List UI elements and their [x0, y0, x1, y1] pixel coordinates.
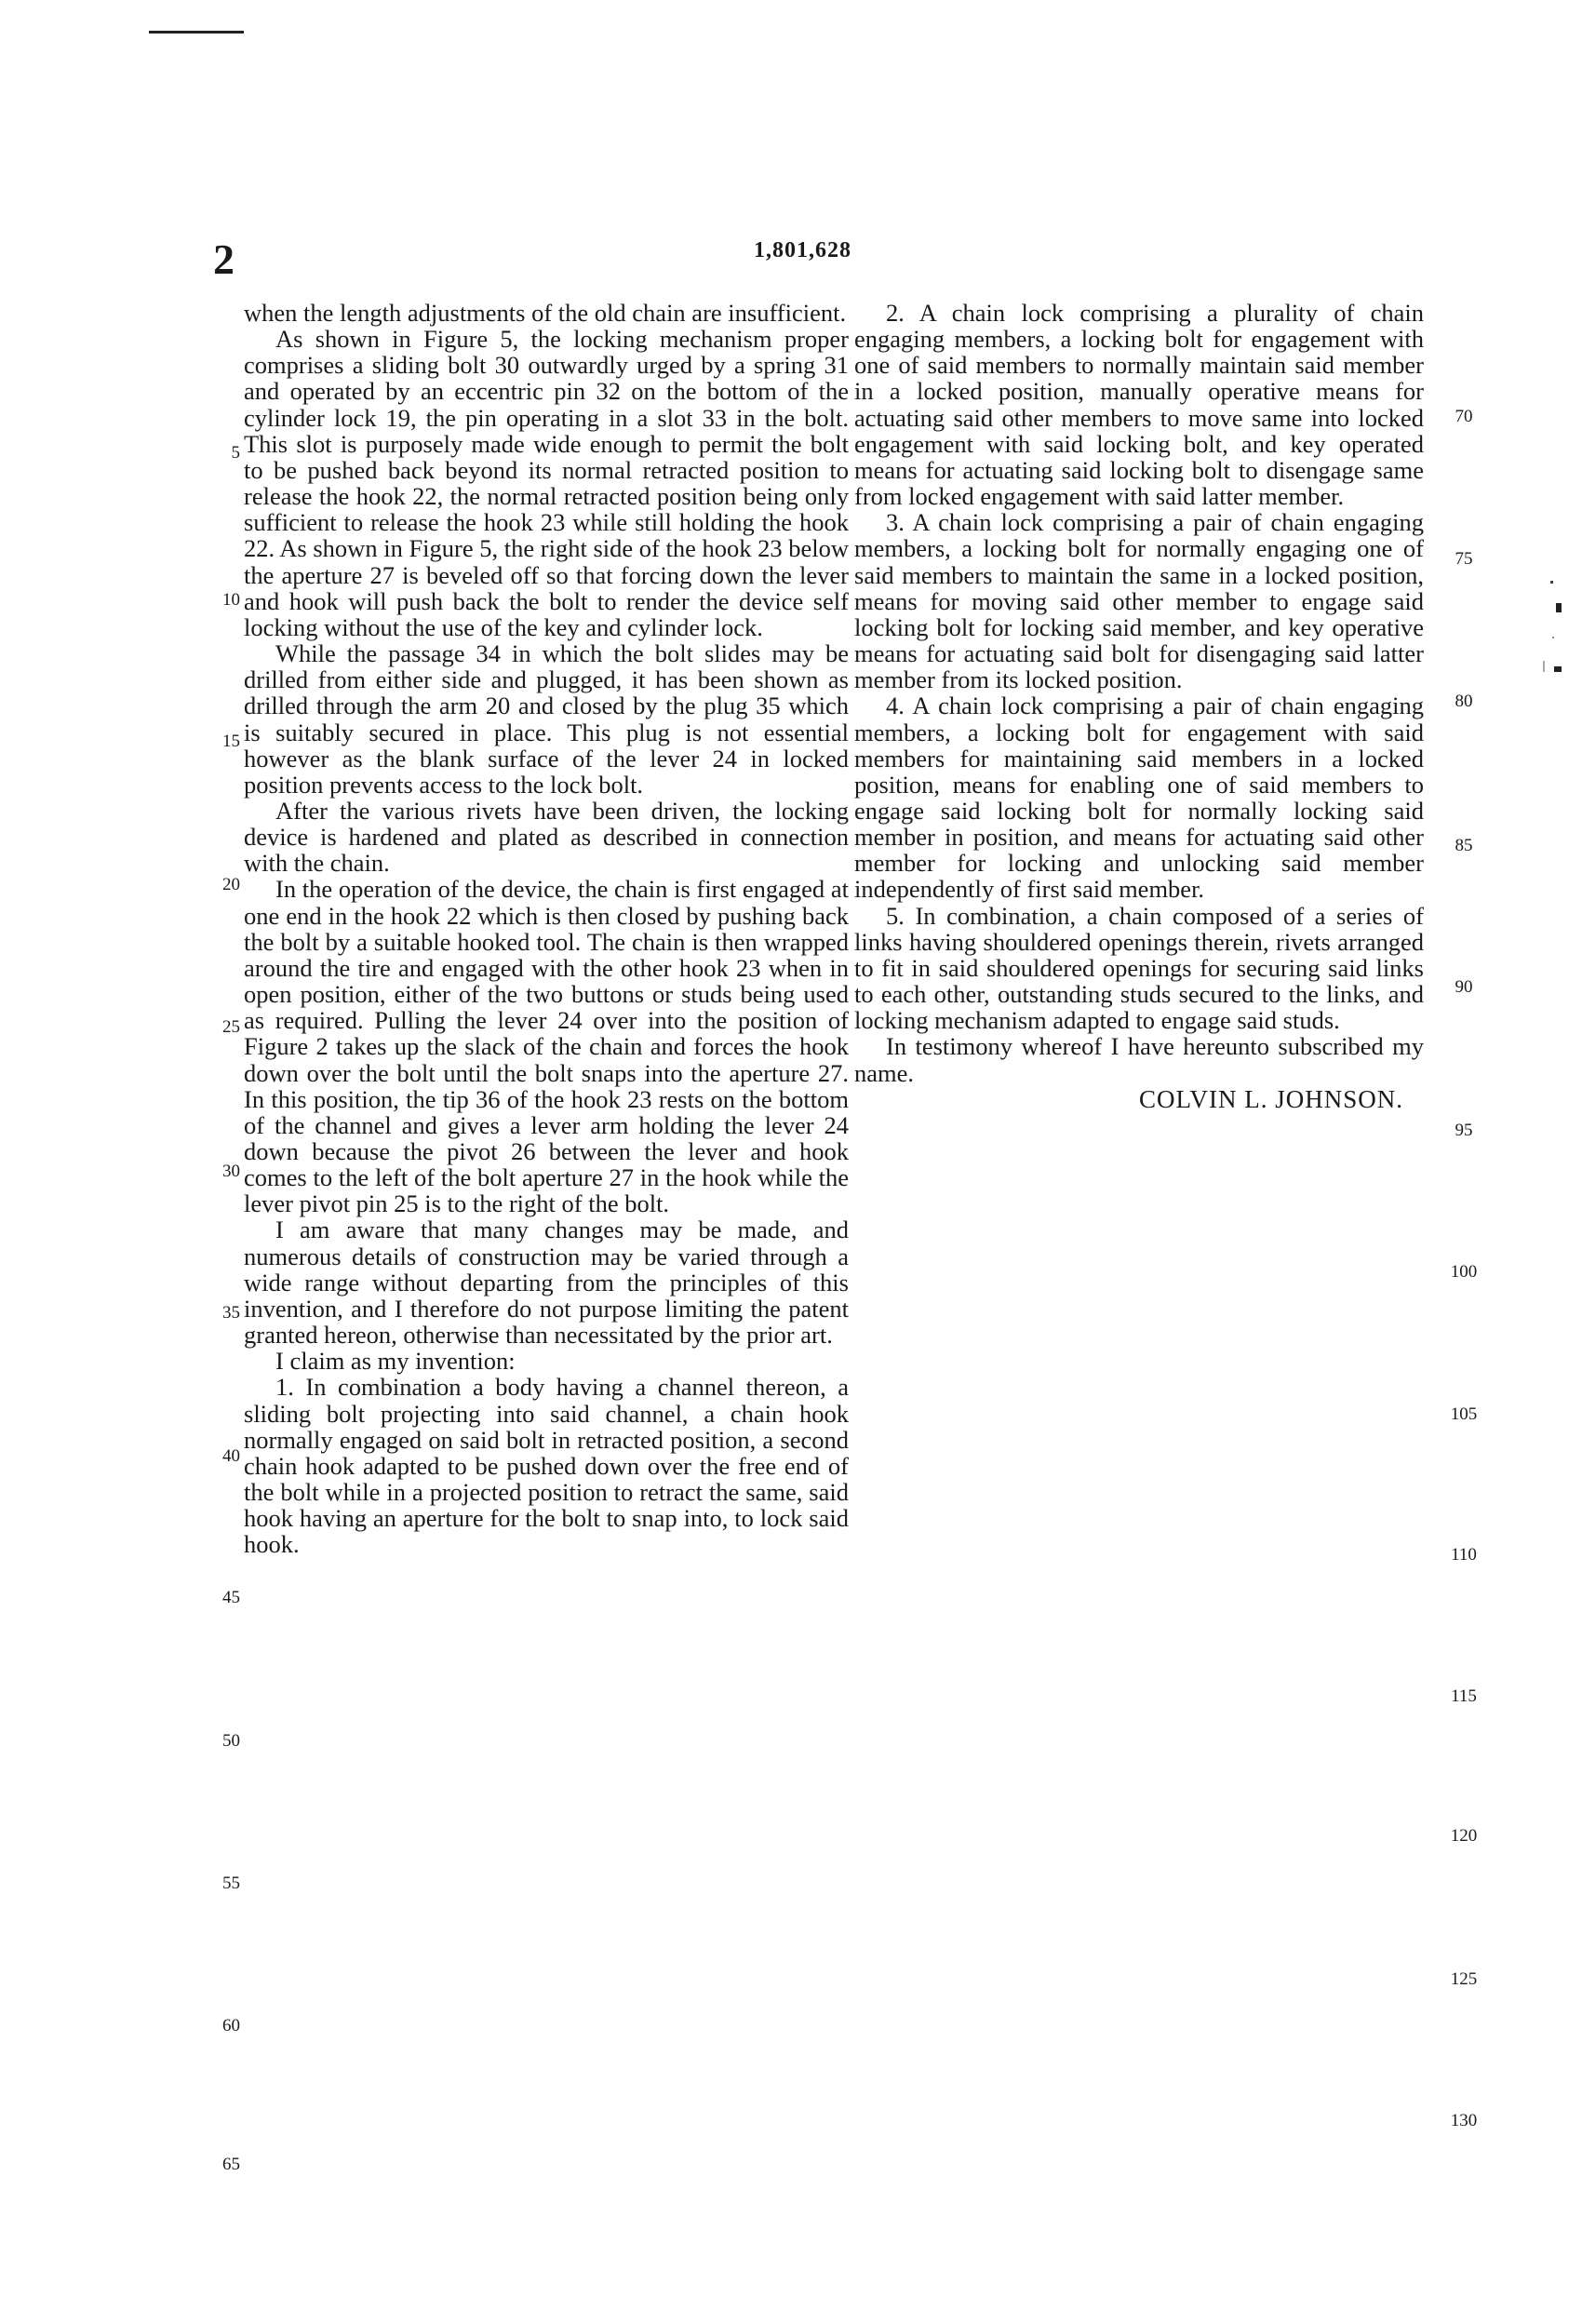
- line-number: 120: [1450, 1826, 1478, 1846]
- left-column: [244, 300, 849, 1558]
- paragraph: After the various rivets have been driven, the locking device is hardened and plated as described in connection with the chain.: [244, 796, 849, 878]
- line-number: 35: [222, 1303, 240, 1323]
- paragraph: I am aware that many changes may be made, and numerous details of construction may be varied through a wide range without departing from the principles of this invention, and I therefore do not purpose limiting the patent granted hereon, otherwise than necessitated by the prior art.: [244, 1216, 849, 1350]
- line-number: 95: [1455, 1121, 1473, 1140]
- signature: COLVIN L. JOHNSON.: [1138, 1084, 1403, 1113]
- line-number: 55: [222, 1874, 240, 1893]
- line-number: 115: [1451, 1686, 1477, 1706]
- line-number: 100: [1450, 1262, 1478, 1282]
- line-number: 20: [222, 875, 240, 894]
- line-number: 15: [222, 732, 240, 751]
- line-number: 110: [1451, 1545, 1477, 1565]
- scan-specks: [1526, 577, 1573, 726]
- paragraph: As shown in Figure 5, the locking mechanism proper comprises a sliding bolt 30 outwardly urged by a spring 31 and operated by an eccentric pin 32 on the bottom of the cylinder lock 19, the pin operating in a slot 33 in the bolt. This slot is purposely made wide enough to permit the bolt to be pushed back beyond its normal retracted position to release the hook 22, the normal retracted position being only sufficient to release the hook 23 while still holding the hook 22. As shown in Figure 5, the right side of the hook 23 below the aperture 27 is beveled off so that forcing down the lever and hook will push back the bolt to render the device self locking without the use of the key and cylinder lock.: [244, 325, 849, 641]
- line-number: 60: [222, 2016, 240, 2035]
- line-number: 45: [222, 1588, 240, 1607]
- line-number: 10: [222, 590, 240, 610]
- line-number: 5: [231, 443, 240, 463]
- claim-3: 3. A chain lock comprising a pair of chain engaging members, a locking bolt for normally engaging one of said members to maintain the same in a locked position, means for moving said other member to engage said locking bolt for locking said member, and key operative means for actuating said bolt for disengaging said latter member from its locked position.: [854, 508, 1424, 694]
- claim-1: 1. In combination a body having a channel thereon, a sliding bolt projecting into said channel, a chain hook normally engaged on said bolt in retracted position, a second chain hook adapted to be pushed down over the free end of the bolt while in a projected position to retract the same, said hook having an aperture for the bolt to snap into, to lock said hook.: [244, 1373, 849, 1559]
- testimony: In testimony whereof I have hereunto subscribed my name.: [854, 1032, 1424, 1087]
- line-number: 30: [222, 1162, 240, 1181]
- line-number: 90: [1455, 977, 1473, 997]
- claim-5: 5. In combination, a chain composed of a series of links having shouldered openings therein, rivets arranged to fit in said shouldered openings for securing said links to each other, outstanding studs secured to the links, and locking mechanism adapted to engage said studs.: [854, 901, 1424, 1035]
- line-number: 40: [222, 1446, 240, 1466]
- paragraph: In the operation of the device, the chain is first engaged at one end in the hook 22 which is then closed by pushing back the bolt by a suitable hooked tool. The chain is then wrapped around the tire and engaged with the other hook 23 when in open position, either of the two buttons or studs being used as required. Pulling the lever 24 over into the position of Figure 2 takes up the slack of the chain and forces the hook down over the bolt until the bolt snaps into the aperture 27. In this position, the tip 36 of the hook 23 rests on the bottom of the channel and gives a lever arm holding the lever 24 down because the pivot 26 between the lever and hook comes to the left of the bolt aperture 27 in the hook while the lever pivot pin 25 is to the right of the bolt.: [244, 875, 849, 1218]
- claim-4: 4. A chain lock comprising a pair of chain engaging members, a locking bolt for engagement with said members for maintaining said members in a locked position, means for enabling one of said members to engage said locking bolt for normally locking said member in position, and means for actuating said other member for locking and unlocking said member independently of first said member.: [854, 692, 1424, 904]
- line-number: 70: [1455, 407, 1473, 426]
- line-number: 65: [222, 2155, 240, 2174]
- top-rule: [149, 31, 244, 34]
- page-number: 2: [213, 235, 235, 283]
- line-number: 85: [1455, 836, 1473, 855]
- line-number: 105: [1450, 1404, 1478, 1424]
- line-number: 50: [222, 1731, 240, 1751]
- line-number: 25: [222, 1017, 240, 1037]
- line-number: 125: [1450, 1969, 1478, 1989]
- line-number: 75: [1455, 549, 1473, 569]
- paragraph: when the length adjustments of the old chain are insufficient.: [244, 299, 847, 327]
- claim-2: 2. A chain lock comprising a plurality of chain engaging members, a locking bolt for engagement with one of said members to normally maintain said member in a locked position, manually operative means for actuating said other members to move same into locked engagement with said locking bolt, and key operated means for actuating said locking bolt to disengage same from locked engagement with said latter member.: [854, 299, 1424, 511]
- line-number: 130: [1450, 2111, 1478, 2130]
- patent-number: 1,801,628: [754, 238, 851, 262]
- claims-intro: I claim as my invention:: [275, 1347, 516, 1376]
- right-column: [854, 300, 1424, 1112]
- paragraph: While the passage 34 in which the bolt slides may be drilled from either side and plugged, it has been shown as drilled through the arm 20 and closed by the plug 35 which is suitably secured in place. This plug is not essential however as the blank surface of the lever 24 in locked position prevents access to the lock bolt.: [244, 639, 849, 799]
- line-number: 80: [1455, 692, 1473, 711]
